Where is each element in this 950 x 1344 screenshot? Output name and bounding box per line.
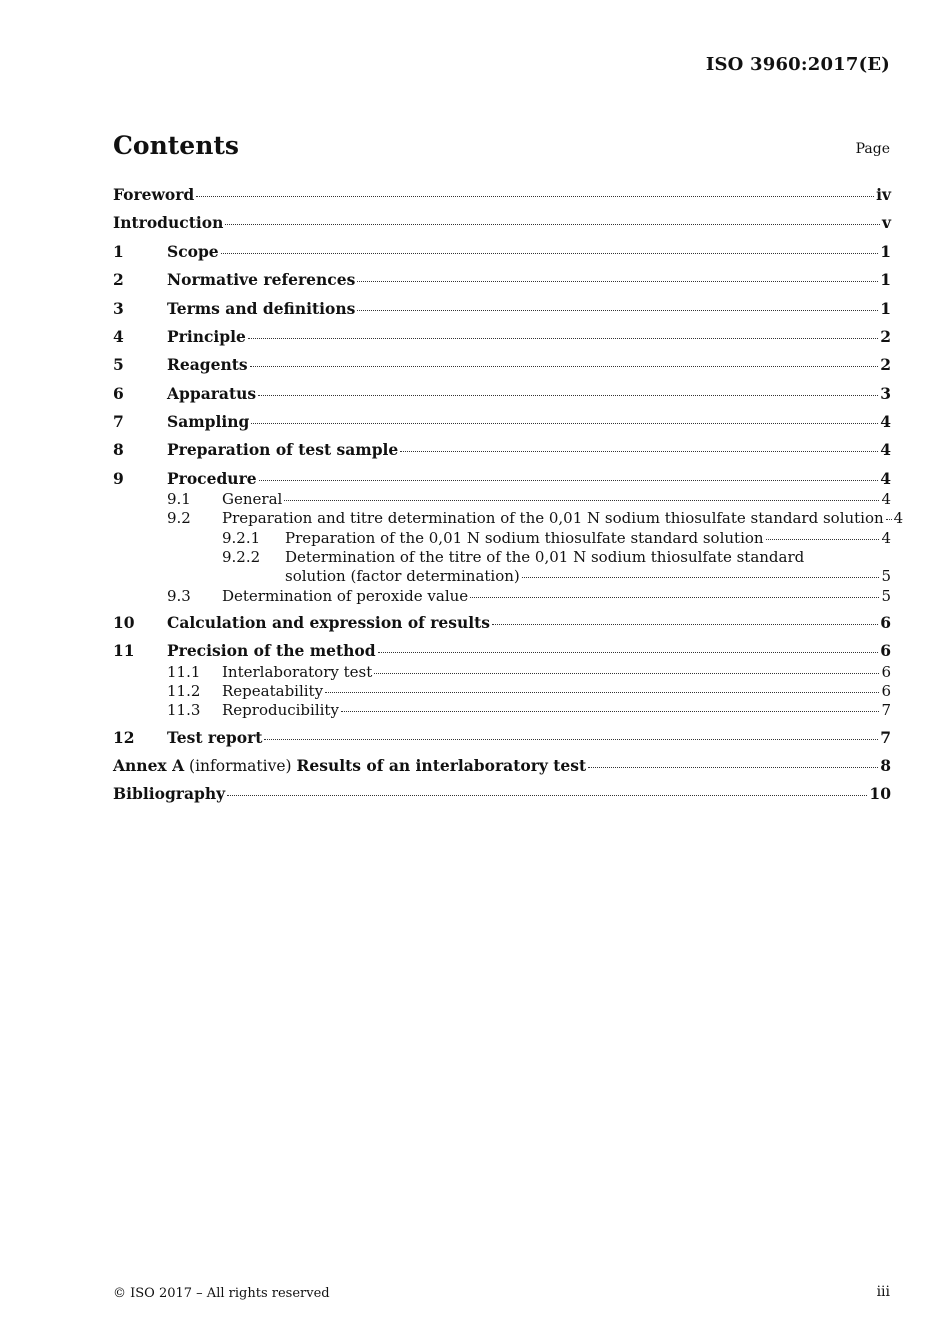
toc-entry-foreword[interactable] [113, 185, 891, 204]
toc-page: v [881, 213, 891, 232]
toc-number: 11.3 [167, 701, 201, 719]
toc-page: 4 [880, 440, 891, 459]
dot-leader [259, 480, 879, 481]
dot-leader [227, 795, 867, 796]
toc-title: Sampling [167, 412, 250, 431]
toc-entry-reagents[interactable] [113, 355, 891, 374]
toc-number: 7 [113, 412, 124, 431]
dot-leader [325, 692, 879, 693]
toc-title: General [222, 490, 283, 508]
dot-leader [400, 451, 878, 452]
toc-entry-preparation-of-solution[interactable] [222, 529, 891, 547]
toc-title: Apparatus [167, 384, 257, 403]
contents-title: Contents [113, 131, 240, 160]
toc-title-line2: solution (factor determination) [285, 567, 520, 585]
dot-leader [341, 711, 880, 712]
toc-number: 8 [113, 440, 124, 459]
toc-number: 9.1 [167, 490, 191, 508]
toc-entry-titre-determination[interactable] [167, 509, 904, 527]
toc-number: 12 [113, 728, 135, 747]
toc-entry-procedure[interactable] [113, 469, 891, 488]
dot-leader [357, 281, 878, 282]
toc-entry-reproducibility[interactable] [167, 701, 891, 719]
dot-leader [886, 519, 892, 520]
toc-page: 7 [881, 701, 891, 719]
toc-title: Foreword [113, 185, 195, 204]
toc-title: Procedure [167, 469, 257, 488]
toc-page: 10 [869, 784, 891, 803]
toc-entry-peroxide-value[interactable] [167, 587, 891, 605]
toc-page: 6 [880, 641, 891, 660]
toc-entry-bibliography[interactable] [113, 784, 891, 803]
toc-annex-prefix: Annex A [113, 756, 185, 775]
dot-leader [492, 624, 878, 625]
toc-number: 3 [113, 299, 124, 318]
toc-title: Bibliography [113, 784, 226, 803]
dot-leader [378, 652, 879, 653]
footer-copyright: © ISO 2017 – All rights reserved [113, 1286, 330, 1301]
toc-entry-determination-of-titre[interactable] [222, 548, 891, 566]
dot-leader [225, 224, 880, 225]
toc-entry-introduction[interactable] [113, 213, 891, 232]
toc-title: Precision of the method [167, 641, 376, 660]
toc-entry-calculation[interactable] [113, 613, 891, 632]
toc-number: 4 [113, 327, 124, 346]
dot-leader [196, 196, 874, 197]
dot-leader [264, 739, 878, 740]
document-code: ISO 3960:2017(E) [705, 54, 890, 75]
toc-page: 4 [893, 509, 904, 527]
toc-number: 9.2.2 [222, 548, 261, 566]
toc-number: 11.2 [167, 682, 201, 700]
toc-entry-test-report[interactable] [113, 728, 891, 747]
toc-title-line1: Determination of the titre of the 0,01 N sodium thiosulfate standard [285, 548, 805, 566]
toc-number: 9.2 [167, 509, 191, 527]
page-column-label: Page [855, 141, 890, 157]
toc-page: 5 [881, 567, 891, 585]
dot-leader [374, 673, 879, 674]
toc-page: 6 [881, 682, 891, 700]
toc-entry-general[interactable] [167, 490, 891, 508]
dot-leader [470, 597, 879, 598]
toc-title: Reproducibility [222, 701, 339, 719]
toc-title: Reagents [167, 355, 248, 374]
toc-number: 9.3 [167, 587, 191, 605]
toc-entry-interlaboratory-test[interactable] [167, 663, 891, 681]
toc-page: 1 [880, 242, 891, 261]
toc-page: 4 [880, 469, 891, 488]
toc-title: Introduction [113, 213, 224, 232]
toc-entry-annex-a[interactable] [113, 756, 891, 775]
toc-title: Principle [167, 327, 246, 346]
toc-title: Preparation and titre determination of the 0,01 N sodium thiosulfate standard solution [222, 509, 884, 527]
toc-title: Scope [167, 242, 219, 261]
dot-leader [221, 253, 879, 254]
footer-page-number: iii [876, 1284, 890, 1300]
toc-title: Test report [167, 728, 263, 747]
toc-page: 7 [880, 728, 891, 747]
dot-leader [357, 310, 878, 311]
toc-annex-qualifier: (informative) [184, 757, 297, 775]
dot-leader [588, 767, 878, 768]
toc-page: 5 [881, 587, 891, 605]
toc-title: Preparation of test sample [167, 440, 399, 459]
toc-entry-scope[interactable] [113, 242, 891, 261]
toc-title: Repeatability [222, 682, 324, 700]
toc-page: 6 [880, 613, 891, 632]
toc-number: 11 [113, 641, 135, 660]
toc-entry-preparation-of-test-sample[interactable] [113, 440, 891, 459]
toc-entry-repeatability[interactable] [167, 682, 891, 700]
toc-page: 4 [880, 412, 891, 431]
toc-title: Determination of peroxide value [222, 587, 469, 605]
toc-entry-terms-and-definitions[interactable] [113, 299, 891, 318]
toc-number: 2 [113, 270, 124, 289]
toc-title: Results of an interlaboratory test [296, 756, 587, 775]
toc-page: 1 [880, 270, 891, 289]
dot-leader [766, 539, 880, 540]
toc-title: Interlaboratory test [222, 663, 373, 681]
toc-entry-normative-references[interactable] [113, 270, 891, 289]
toc-entry-sampling[interactable] [113, 412, 891, 431]
toc-page: 4 [881, 490, 891, 508]
toc-page: 2 [880, 355, 891, 374]
toc-number: 1 [113, 242, 124, 261]
toc-title: Calculation and expression of results [167, 613, 491, 632]
toc-page: 4 [881, 529, 891, 547]
toc-entry-precision[interactable] [113, 641, 891, 660]
toc-page: 1 [880, 299, 891, 318]
toc-title: Preparation of the 0,01 N sodium thiosulfate standard solution [285, 529, 764, 547]
toc-number: 11.1 [167, 663, 201, 681]
toc-page: 2 [880, 327, 891, 346]
toc-page: iv [876, 185, 891, 204]
toc-number: 6 [113, 384, 124, 403]
toc-number: 9 [113, 469, 124, 488]
dot-leader [248, 338, 878, 339]
dot-leader [522, 577, 880, 578]
toc-number: 10 [113, 613, 135, 632]
toc-title: Normative references [167, 270, 356, 289]
toc-entry-apparatus[interactable] [113, 384, 891, 403]
dot-leader [284, 500, 879, 501]
toc-entry-principle[interactable] [113, 327, 891, 346]
dot-leader [258, 395, 878, 396]
toc-number: 5 [113, 355, 124, 374]
dot-leader [250, 366, 879, 367]
toc-page: 8 [880, 756, 891, 775]
toc-page: 3 [880, 384, 891, 403]
toc-entry-determination-of-titre-continued[interactable] [285, 567, 891, 585]
toc-title: Terms and definitions [167, 299, 356, 318]
dot-leader [251, 423, 878, 424]
toc-page: 6 [881, 663, 891, 681]
toc-number: 9.2.1 [222, 529, 261, 547]
